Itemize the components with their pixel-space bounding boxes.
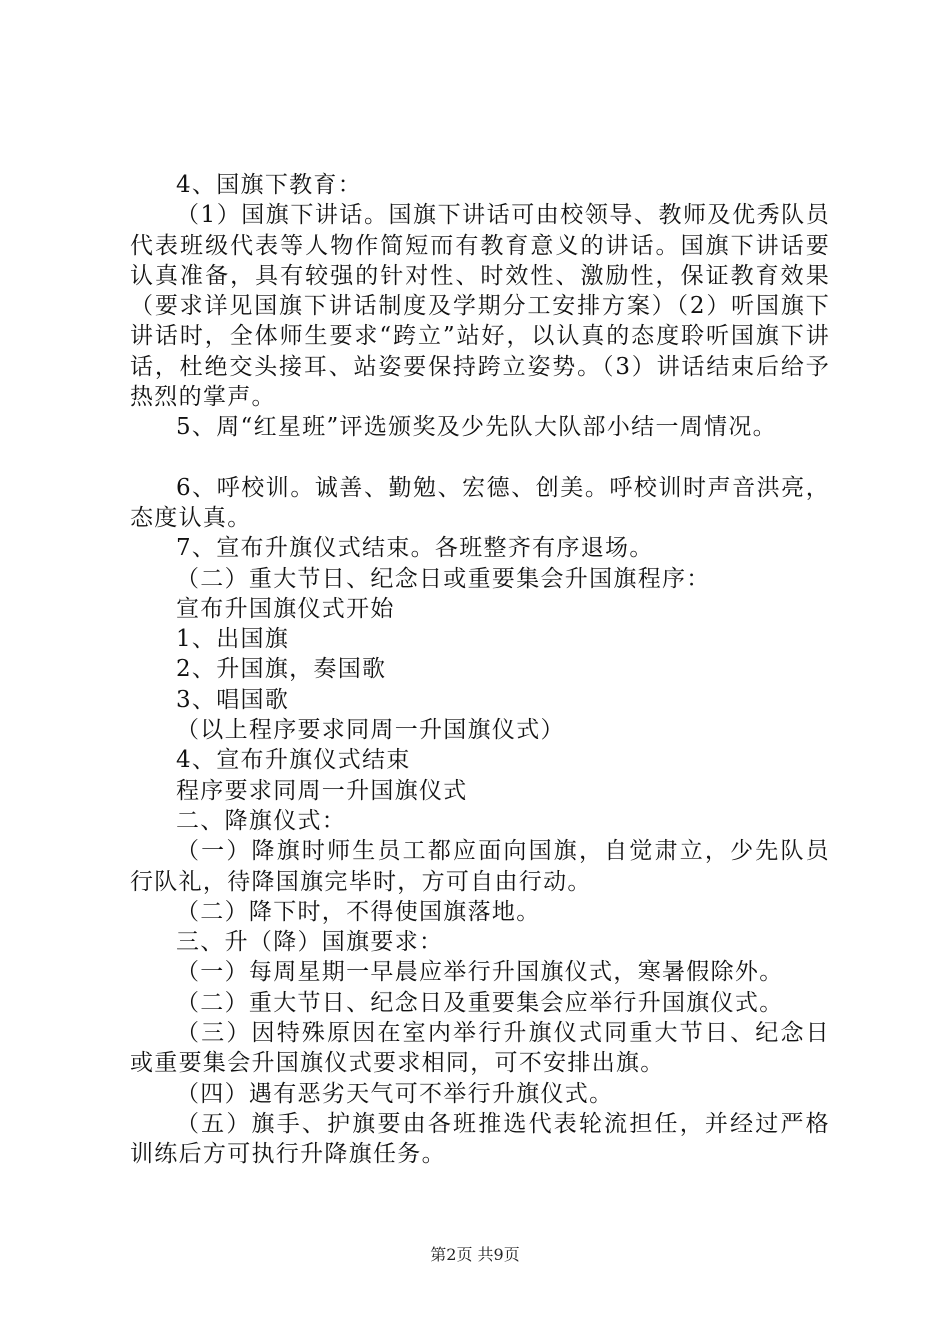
paragraph-step-2: 2、升国旗，奏国歌 <box>176 656 387 683</box>
paragraph-step-1: 1、出国旗 <box>176 626 290 653</box>
paragraph-school-motto: 6、呼校训。诚善、勤勉、宏德、创美。呼校训时声音洪亮，态度认真。 <box>130 474 830 531</box>
blank-line <box>130 443 830 473</box>
paragraph-procedure-same: 程序要求同周一升国旗仪式 <box>176 777 468 804</box>
paragraph-step-3: 3、唱国歌 <box>176 686 290 713</box>
paragraph-requirement-4: （四）遇有恶劣天气可不举行升旗仪式。 <box>176 1080 614 1107</box>
page-footer: 第2页 共9页 <box>430 1245 520 1264</box>
paragraph-requirement-1: （一）每周星期一早晨应举行升国旗仪式，寒暑假除外。 <box>176 959 784 986</box>
paragraph-red-star-class: 5、周“红星班”评选颁奖及少先队大队部小结一周情况。 <box>176 414 777 441</box>
paragraph-procedure-note: （以上程序要求同周一升国旗仪式） <box>176 717 565 744</box>
paragraph-lowering-1: （一）降旗时师生员工都应面向国旗，自觉肃立，少先队员行队礼，待降国旗完毕时，方可自由行动。 <box>130 838 830 895</box>
paragraph-requirement-3: （三）因特殊原因在室内举行升旗仪式同重大节日、纪念日或重要集会升国旗仪式要求相同，可不安排出旗。 <box>130 1020 830 1077</box>
paragraph-step-4: 4、宣布升旗仪式结束 <box>176 747 411 774</box>
heading-flag-requirements: 三、升（降）国旗要求： <box>176 929 444 956</box>
paragraph-requirement-2: （二）重大节日、纪念日及重要集会应举行升国旗仪式。 <box>176 989 784 1016</box>
paragraph-announce-start: 宣布升国旗仪式开始 <box>176 595 395 622</box>
document-body <box>130 170 830 1170</box>
paragraph-requirement-5: （五）旗手、护旗要由各班推选代表轮流担任，并经过严格训练后方可执行升降旗任务。 <box>130 1110 830 1168</box>
paragraph-holiday-procedure-heading: （二）重大节日、纪念日或重要集会升国旗程序： <box>176 565 711 592</box>
heading-flag-lowering: 二、降旗仪式： <box>176 807 347 834</box>
paragraph-ceremony-end: 7、宣布升旗仪式结束。各班整齐有序退场。 <box>176 535 654 562</box>
paragraph-section-4-heading: 4、国旗下教育： <box>176 172 363 198</box>
paragraph-flag-speech: （1）国旗下讲话。国旗下讲话可由校领导、教师及优秀队员代表班级代表等人物作简短而有教育意义的讲话。国旗下讲话要认真准备，具有较强的针对性、时效性、激励性，保证教育效果（要求详见国旗下讲话制度及学期分工安排方案）（2）听国旗下讲话时，全体师生要求“跨立”站好，以认真的态度聆听国旗下讲话，杜绝交头接耳、站姿要保持跨立姿势。（3）讲话结束后给予热烈的掌声。 <box>130 202 830 411</box>
paragraph-lowering-2: （二）降下时，不得使国旗落地。 <box>176 898 541 925</box>
